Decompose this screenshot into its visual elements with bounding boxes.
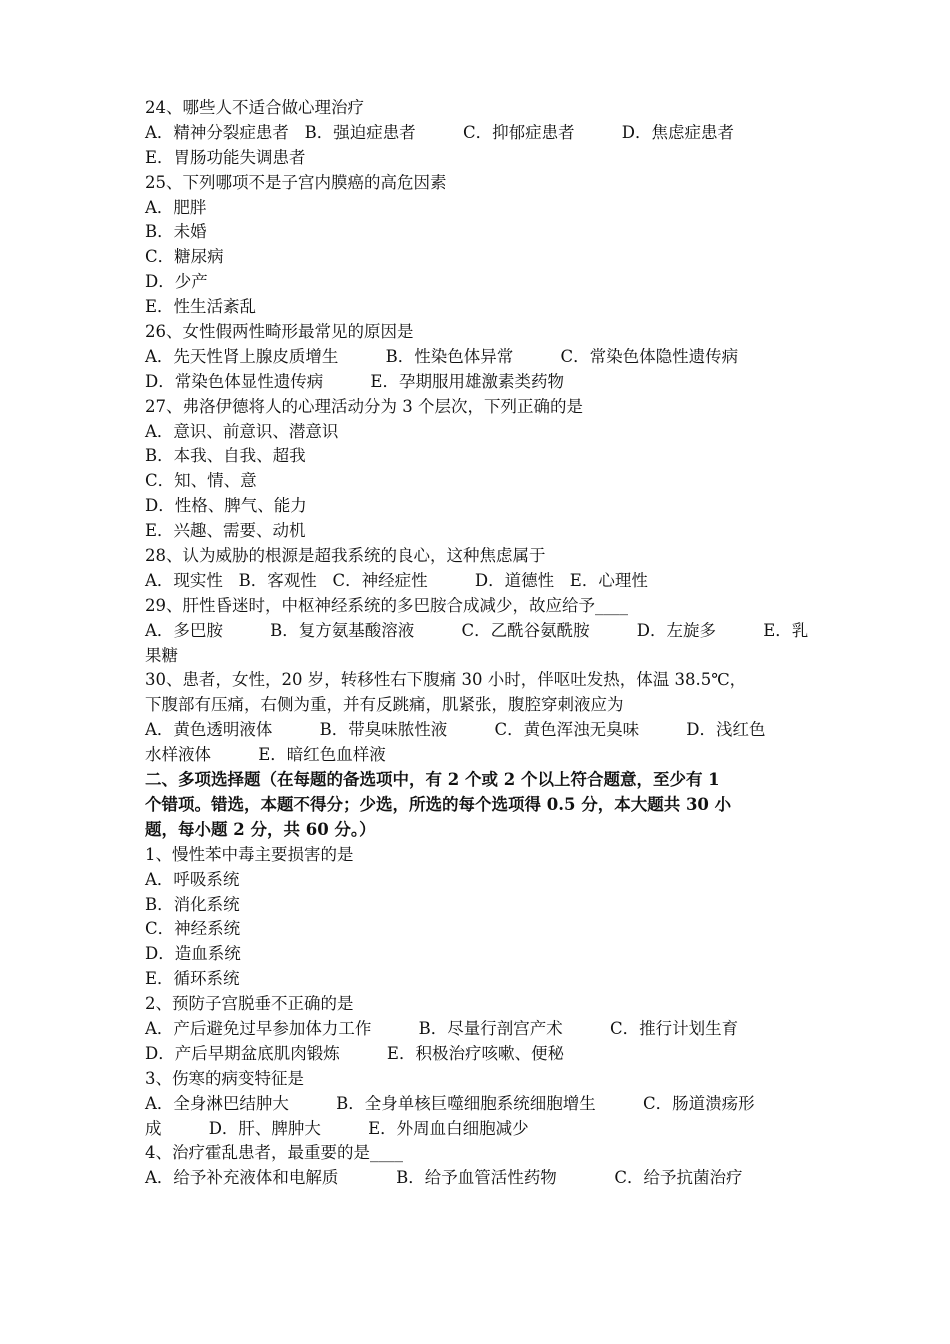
question-27-option-a: A．意识、前意识、潜意识 [145,421,339,441]
mc-question-1-option-e: E．循环系统 [145,969,240,989]
question-25-option-d: D．少产 [145,272,208,292]
section-2-heading-cont-2: 题，每小题 2 分，共 60 分。） [145,819,376,839]
question-25-option-e: E．性生活紊乱 [145,297,257,317]
question-28-options: A．现实性 B．客观性 C．神经症性 D．道德性 E．心理性 [145,570,648,590]
question-25-option-a: A．肥胖 [145,197,207,217]
mc-question-1-option-d: D．造血系统 [145,944,241,964]
question-27-option-d: D．性格、脾气、能力 [145,496,307,516]
mc-question-1-option-c: C．神经系统 [145,919,241,939]
question-30-title: 30、患者，女性，20 岁，转移性右下腹痛 30 小时，伴呕吐发热，体温 38.5℃， [145,670,747,690]
question-27-option-c: C．知、情、意 [145,471,257,491]
mc-question-2-options-cont: D．产后早期盆底肌肉锻炼 E．积极治疗咳嗽、便秘 [145,1043,564,1063]
mc-question-3-options: A．全身淋巴结肿大 B．全身单核巨噬细胞系统细胞增生 C．肠道溃疡形 [145,1093,755,1113]
question-26-options: A．先天性肾上腺皮质增生 B．性染色体异常 C．常染色体隐性遗传病 [145,346,739,366]
question-30-options-cont: 水样液体 E．暗红色血样液 [145,745,386,765]
question-27-option-e: E．兴趣、需要、动机 [145,521,306,541]
question-24-options-cont: E．胃肠功能失调患者 [145,147,306,167]
question-26-options-cont: D．常染色体显性遗传病 E．孕期服用雄激素类药物 [145,371,564,391]
question-29-title: 29、肝性昏迷时，中枢神经系统的多巴胺合成减少，故应给予____ [145,595,628,615]
mc-question-3-title: 3、伤寒的病变特征是 [145,1068,304,1088]
question-26-title: 26、女性假两性畸形最常见的原因是 [145,322,414,342]
mc-question-2-options: A．产后避免过早参加体力工作 B．尽量行剖宫产术 C．推行计划生育 [145,1018,739,1038]
mc-question-2-title: 2、预防子宫脱垂不正确的是 [145,994,354,1014]
question-24-options: A．精神分裂症患者 B．强迫症患者 C．抑郁症患者 D．焦虑症患者 [145,122,735,142]
mc-question-1-option-b: B．消化系统 [145,894,240,914]
question-30-options: A．黄色透明液体 B．带臭味脓性液 C．黄色浑浊无臭味 D．浅红色 [145,720,766,740]
question-25-option-c: C．糖尿病 [145,247,224,267]
question-30-title-cont: 下腹部有压痛，右侧为重，并有反跳痛，肌紧张，腹腔穿刺液应为 [145,695,624,715]
question-24-title: 24、哪些人不适合做心理治疗 [145,98,364,117]
question-28-title: 28、认为威胁的根源是超我系统的良心，这种焦虑属于 [145,546,546,566]
section-2-heading: 二、多项选择题（在每题的备选项中，有 2 个或 2 个以上符合题意，至少有 1 [145,770,720,790]
question-25-title: 25、下列哪项不是子宫内膜癌的高危因素 [145,172,447,192]
question-29-options: A．多巴胺 B．复方氨基酸溶液 C．乙酰谷氨酰胺 D．左旋多 E．乳 [145,620,809,640]
mc-question-4-title: 4、治疗霍乱患者，最重要的是____ [145,1143,403,1163]
question-27-option-b: B．本我、自我、超我 [145,446,306,466]
mc-question-1-title: 1、慢性苯中毒主要损害的是 [145,844,354,864]
question-29-options-cont: 果糖 [145,645,178,665]
mc-question-3-options-cont: 成 D．肝、脾肿大 E．外周血白细胞减少 [145,1118,529,1138]
section-2-heading-cont-1: 个错项。错选，本题不得分；少选，所选的每个选项得 0.5 分，本大题共 30 小 [145,794,732,814]
document-page [145,96,810,1191]
question-27-title: 27、弗洛伊德将人的心理活动分为 3 个层次，下列正确的是 [145,396,583,416]
mc-question-4-options: A．给予补充液体和电解质 B．给予血管活性药物 C．给予抗菌治疗 [145,1168,743,1188]
question-25-option-b: B．未婚 [145,222,207,242]
mc-question-1-option-a: A．呼吸系统 [145,869,240,889]
